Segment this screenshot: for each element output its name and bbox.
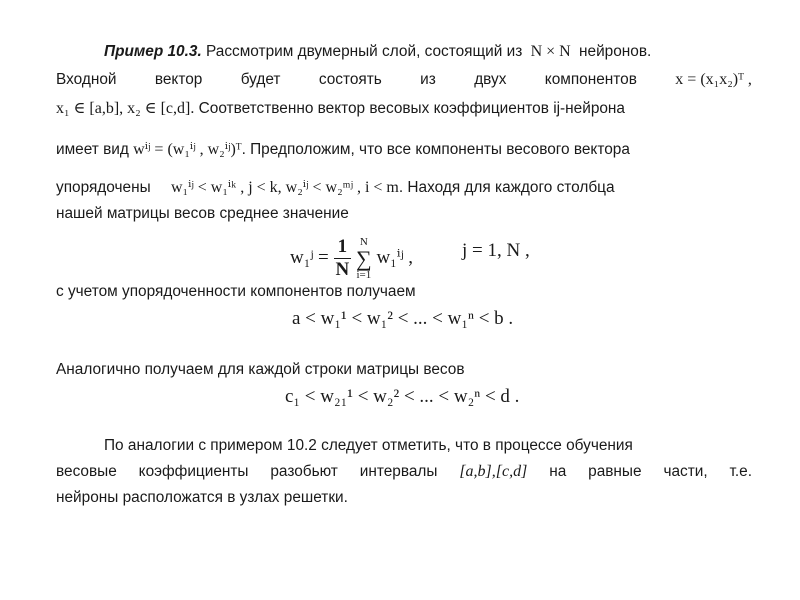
sum-symbol bbox=[356, 237, 372, 281]
line8-text: Аналогично получаем для каждой строки матрицы весов bbox=[56, 361, 465, 378]
line7-text: с учетом упорядоченности компонентов получаем bbox=[56, 283, 416, 300]
sum-top: N bbox=[359, 235, 368, 248]
word-iz: из bbox=[420, 71, 436, 88]
input-vector-formula: x = (x₁x₂)ᵀ , bbox=[675, 71, 752, 88]
para1-line6-text: нашей матрицы весов среднее значение bbox=[56, 205, 349, 222]
word-razobyut: разобьют bbox=[270, 463, 338, 480]
para1-line4 bbox=[56, 140, 752, 160]
line8 bbox=[56, 360, 752, 380]
sigma-icon: ∑ bbox=[356, 245, 372, 271]
para1-line3-text: Соответственно вектор весовых коэффициентов ij-нейрона bbox=[198, 100, 625, 117]
interval-formula: x₁ ∈ [a,b], x₂ ∈ [c,d]. bbox=[56, 100, 195, 117]
word-vektor: вектор bbox=[154, 71, 203, 88]
word-budet: будет bbox=[240, 71, 281, 88]
word-na: на bbox=[549, 463, 567, 480]
para1-line5-text-a: упорядочены bbox=[56, 179, 151, 196]
index-range: j = 1, N , bbox=[462, 240, 530, 261]
line7 bbox=[56, 282, 752, 302]
para3-line2 bbox=[56, 462, 752, 482]
intervals-formula: [a,b],[c,d] bbox=[459, 463, 528, 480]
para1-line5-text-b: . Находя для каждого столбца bbox=[398, 179, 615, 196]
nn-formula: N × N bbox=[530, 43, 571, 60]
word-te: т.е. bbox=[729, 463, 752, 480]
para1-line1-text: Рассмотрим двумерный слой, состоящий из bbox=[206, 43, 523, 60]
para1-line2 bbox=[56, 70, 752, 90]
para1-line1 bbox=[104, 42, 752, 62]
mean-formula bbox=[290, 236, 413, 281]
fraction-denominator: N bbox=[335, 259, 350, 280]
para1-line5 bbox=[56, 178, 752, 198]
word-intervaly: интервалы bbox=[359, 463, 438, 480]
word-dvukh: двух bbox=[474, 71, 507, 88]
word-komponentov: компонентов bbox=[544, 71, 637, 88]
mean-rhs: w₁ⁱʲ , bbox=[376, 246, 414, 268]
mean-formula-row bbox=[0, 228, 800, 281]
row-order-formula: a < w₁¹ < w₁² < ... < w₁ⁿ < b . bbox=[292, 308, 514, 329]
word-chasti: части, bbox=[663, 463, 708, 480]
fraction-numerator: 1 bbox=[334, 236, 352, 259]
word-vkhodnoy: Входной bbox=[56, 71, 117, 88]
para3-line3 bbox=[56, 488, 752, 508]
para1-line3 bbox=[56, 99, 752, 119]
sum-bottom: i=1 bbox=[356, 268, 372, 281]
word-ravnye: равные bbox=[588, 463, 642, 480]
para1-line6 bbox=[56, 204, 752, 224]
word-sostoyat: состоять bbox=[318, 71, 382, 88]
para3-line1-text: По аналогии с примером 10.2 следует отметить, что в процессе обучения bbox=[104, 437, 633, 454]
para1-line4-text-a: имеет вид bbox=[56, 141, 129, 158]
ordering-formula: w₁ⁱʲ < w₁ⁱᵏ , j < k, w₂ⁱʲ < w₂ᵐʲ , i < m bbox=[170, 179, 399, 196]
word-koeffitsienty: коэффициенты bbox=[138, 463, 249, 480]
column-order-formula: c₁ < w₂₁¹ < w₂² < ... < w₂ⁿ < d . bbox=[285, 386, 520, 407]
word-vesovye: весовые bbox=[56, 463, 117, 480]
mean-lhs: w₁ʲ = bbox=[290, 246, 329, 268]
example-heading: Пример 10.3. bbox=[104, 43, 202, 60]
weight-vector-formula: wⁱʲ = (w₁ⁱʲ , w₂ⁱʲ)ᵀ bbox=[133, 141, 242, 158]
para1-line1-end: нейронов. bbox=[579, 43, 652, 60]
mean-fraction bbox=[334, 236, 352, 281]
para3-line3-text: нейроны расположатся в узлах решетки. bbox=[56, 489, 348, 506]
para3-line1 bbox=[104, 436, 752, 456]
para1-line4-text-b: . Предположим, что все компоненты весового вектора bbox=[241, 141, 630, 158]
